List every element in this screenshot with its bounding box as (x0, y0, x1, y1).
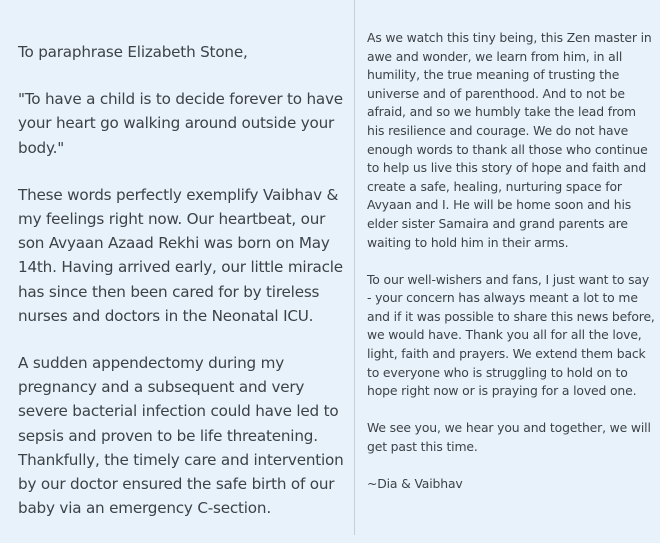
signature: ~Dia & Vaibhav (367, 475, 463, 491)
quote-paragraph: "To have a child is to decide forever to have your heart go walking around outside your body." (18, 90, 343, 157)
gratitude-paragraph: As we watch this tiny being, this Zen master in awe and wonder, we learn from him, in all humility, the true meaning of trusting the universe and of parenthood. And to not be afraid, and so we humbly take the lead from his resilience and courage. We do not have enough words to thank all those who continue to help us live this story of hope and faith and create a safe, healing, nurturing space for Avyaan and I. He will be home soon and his elder sister Samaira and grand parents are waiting to hold him in their arms. (367, 30, 652, 250)
birth-announcement-paragraph: These words perfectly exemplify Vaibhav & my feelings right now. Our heartbeat, our son Avyaan Azaad Rekhi was born on May 14th. Having arrived early, our little miracle has since then been cared for by tireless nurses and doctors in the Neonatal ICU. (18, 185, 343, 325)
right-column (367, 29, 657, 512)
closing-paragraph: We see you, we hear you and together, we will get past this time. (367, 420, 651, 454)
well-wishers-paragraph: To our well-wishers and fans, I just want to say - your concern has always meant a lot to me and if it was possible to share this news before, we would have. Thank you all for all the love, light, faith and prayers. We extend them back to everyone who is struggling to hold on to hope right now or is praying for a loved one. (367, 271, 655, 399)
column-divider (354, 0, 355, 535)
left-column (18, 40, 352, 543)
medical-details-paragraph: A sudden appendectomy during my pregnancy and a subsequent and very severe bacterial infection could have led to sepsis and proven to be life threatening. Thankfully, the timely care and intervention by our doctor ensured the safe birth of our baby via an emergency C-section. (18, 354, 344, 518)
intro-line: To paraphrase Elizabeth Stone, (18, 43, 248, 61)
